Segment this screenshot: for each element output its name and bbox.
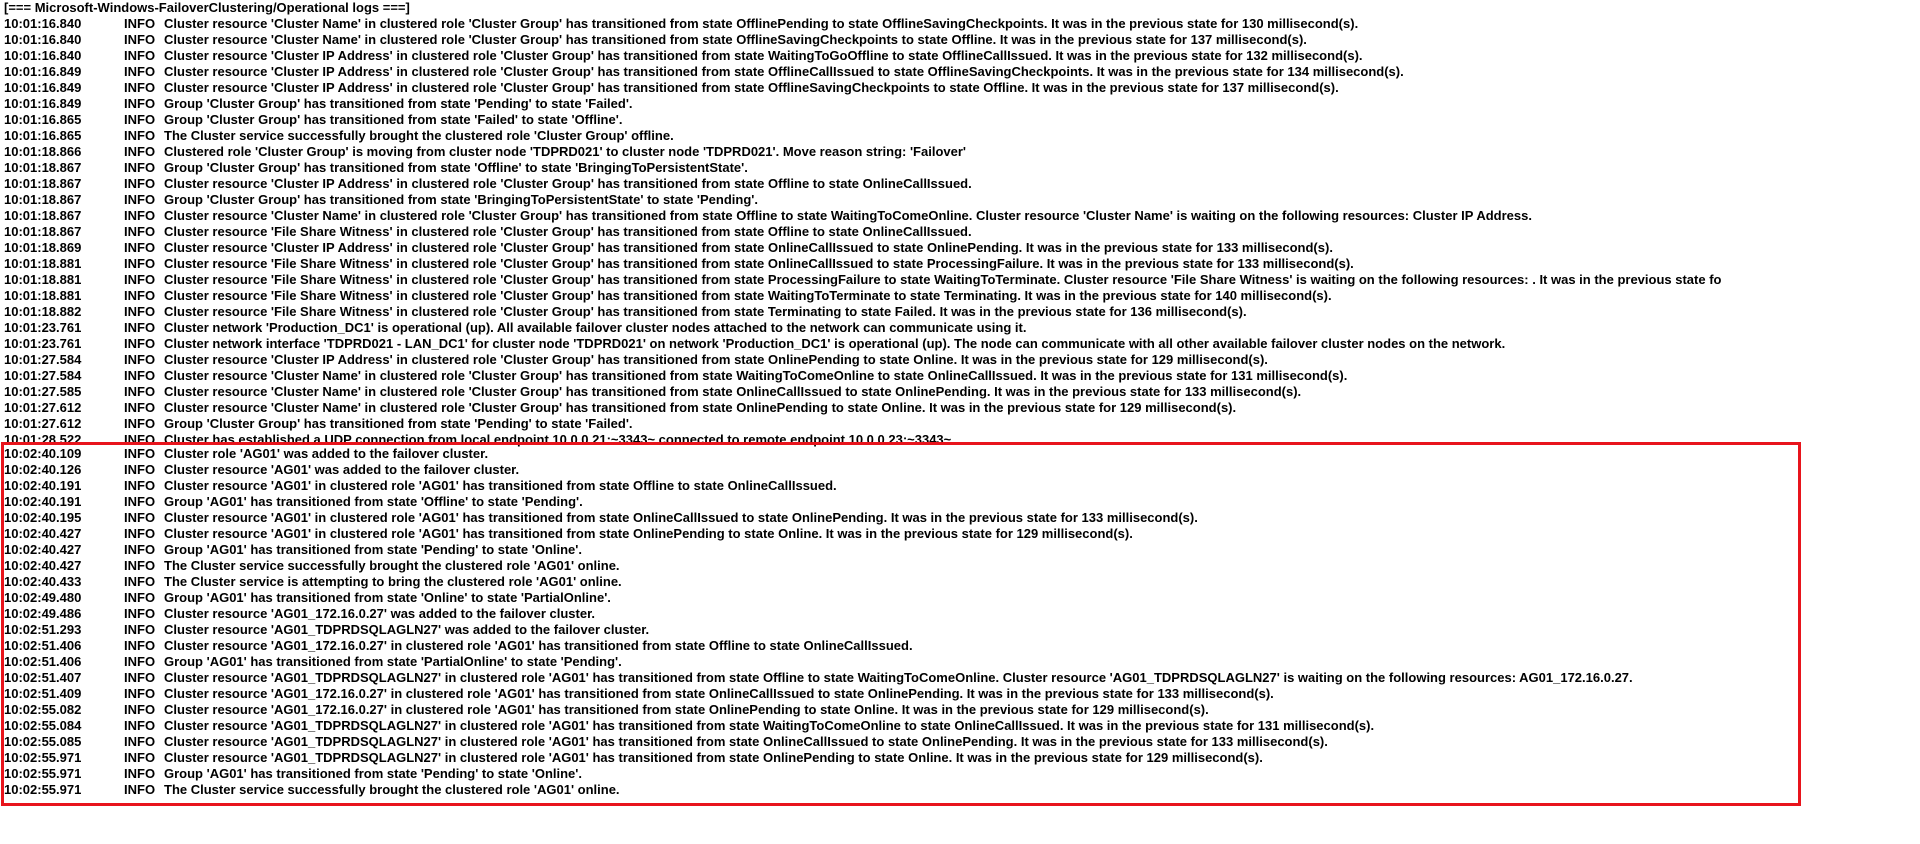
log-level: INFO xyxy=(124,718,156,733)
log-timestamp: 10:02:55.082 xyxy=(4,702,82,717)
log-timestamp: 10:01:16.840 xyxy=(4,16,82,31)
log-level: INFO xyxy=(124,128,156,143)
log-line xyxy=(4,224,1896,240)
upper-log-block xyxy=(4,16,1896,458)
log-line xyxy=(4,64,1896,80)
log-level: INFO xyxy=(124,64,156,79)
log-level: INFO xyxy=(124,160,156,175)
log-message: Group 'AG01' has transitioned from state 'Offline' to state 'Pending'. xyxy=(164,494,583,509)
log-level: INFO xyxy=(124,240,156,255)
log-level: INFO xyxy=(124,16,156,31)
log-line xyxy=(4,590,1633,606)
log-level: INFO xyxy=(124,542,156,557)
log-timestamp: 10:02:51.409 xyxy=(4,686,82,701)
log-message: Cluster network interface 'TDPRD021 - LAN_DC1' for cluster node 'TDPRD021' on network 'Production_DC1' is operational (up). The node can communicate with all other available failover cluster nodes on the network. xyxy=(164,336,1506,351)
log-message: Cluster resource 'Cluster Name' in clustered role 'Cluster Group' has transitioned from state OnlinePending to state Online. It was in the previous state for 129 millisecond(s). xyxy=(164,400,1237,415)
log-level: INFO xyxy=(124,478,156,493)
log-line xyxy=(4,494,1633,510)
log-timestamp: 10:02:51.406 xyxy=(4,638,82,653)
log-line xyxy=(4,128,1896,144)
log-level: INFO xyxy=(124,256,156,271)
log-timestamp: 10:01:16.849 xyxy=(4,96,82,111)
log-message: Cluster resource 'AG01_172.16.0.27' in clustered role 'AG01' has transitioned from state OnlineCallIssued to state OnlinePending. It was in the previous state for 133 millisecond(s). xyxy=(164,686,1274,701)
log-line xyxy=(4,288,1896,304)
log-timestamp: 10:01:18.867 xyxy=(4,208,82,223)
log-message: Cluster resource 'AG01_TDPRDSQLAGLN27' in clustered role 'AG01' has transitioned from state OnlinePending to state Online. It was in the previous state for 129 millisecond(s). xyxy=(164,750,1263,765)
log-level: INFO xyxy=(124,606,156,621)
log-line xyxy=(4,670,1633,686)
log-timestamp: 10:02:40.427 xyxy=(4,526,82,541)
log-message: Cluster resource 'AG01_TDPRDSQLAGLN27' in clustered role 'AG01' has transitioned from state Offline to state WaitingToComeOnline. Cluster resource 'AG01_TDPRDSQLAGLN27' is waiting on the following resources: AG01_172.16.0.27. xyxy=(164,670,1633,685)
log-message: Cluster resource 'Cluster IP Address' in clustered role 'Cluster Group' has transitioned from state OnlinePending to state Online. It was in the previous state for 129 millisecond(s). xyxy=(164,352,1268,367)
log-level: INFO xyxy=(124,670,156,685)
log-line xyxy=(4,96,1896,112)
log-message: The Cluster service is attempting to bring the clustered role 'AG01' online. xyxy=(164,574,622,589)
log-timestamp: 10:02:55.971 xyxy=(4,782,82,797)
log-level: INFO xyxy=(124,686,156,701)
log-line xyxy=(4,686,1633,702)
log-message: Cluster role 'AG01' was added to the failover cluster. xyxy=(164,446,489,461)
log-line xyxy=(4,750,1633,766)
log-timestamp: 10:02:55.971 xyxy=(4,750,82,765)
log-message: Group 'Cluster Group' has transitioned from state 'BringingToPersistentState' to state 'Pending'. xyxy=(164,192,758,207)
log-message: Cluster resource 'Cluster IP Address' in clustered role 'Cluster Group' has transitioned from state OfflineSavingCheckpoints to state Offline. It was in the previous state for 137 millisecond(s). xyxy=(164,80,1339,95)
log-message: Group 'Cluster Group' has transitioned from state 'Failed' to state 'Offline'. xyxy=(164,112,623,127)
log-message: Cluster resource 'Cluster Name' in clustered role 'Cluster Group' has transitioned from state WaitingToComeOnline to state OnlineCallIssued. It was in the previous state for 131 millisecond(s). xyxy=(164,368,1348,383)
log-message: Group 'Cluster Group' has transitioned from state 'Offline' to state 'BringingToPersistentState'. xyxy=(164,160,748,175)
log-level: INFO xyxy=(124,32,156,47)
log-level: INFO xyxy=(124,446,156,461)
log-line xyxy=(4,160,1896,176)
log-message: Cluster resource 'Cluster IP Address' in clustered role 'Cluster Group' has transitioned from state Offline to state OnlineCallIssued. xyxy=(164,176,972,191)
log-timestamp: 10:02:40.191 xyxy=(4,478,82,493)
log-level: INFO xyxy=(124,400,156,415)
log-level: INFO xyxy=(124,462,156,477)
log-level: INFO xyxy=(124,144,156,159)
log-message: Cluster resource 'Cluster Name' in clustered role 'Cluster Group' has transitioned from state OfflinePending to state OfflineSavingCheckpoints. It was in the previous state for 130 millisecond(s). xyxy=(164,16,1359,31)
log-level: INFO xyxy=(124,558,156,573)
log-timestamp: 10:01:18.881 xyxy=(4,272,82,287)
log-message: Group 'AG01' has transitioned from state 'PartialOnline' to state 'Pending'. xyxy=(164,654,622,669)
log-level: INFO xyxy=(124,288,156,303)
log-line xyxy=(4,478,1633,494)
log-level: INFO xyxy=(124,494,156,509)
log-timestamp: 10:02:40.427 xyxy=(4,558,82,573)
log-level: INFO xyxy=(124,304,156,319)
log-timestamp: 10:01:27.612 xyxy=(4,400,82,415)
log-line xyxy=(4,192,1896,208)
log-line xyxy=(4,384,1896,400)
log-level: INFO xyxy=(124,702,156,717)
log-level: INFO xyxy=(124,654,156,669)
log-timestamp: 10:02:40.427 xyxy=(4,542,82,557)
log-line xyxy=(4,16,1896,32)
log-line xyxy=(4,542,1633,558)
log-message: Clustered role 'Cluster Group' is moving from cluster node 'TDPRD021' to cluster node 'TDPRD021'. Move reason string: 'Failover' xyxy=(164,144,967,159)
log-level: INFO xyxy=(124,224,156,239)
log-message: Group 'Cluster Group' has transitioned from state 'Pending' to state 'Failed'. xyxy=(164,416,633,431)
log-level: INFO xyxy=(124,96,156,111)
log-level: INFO xyxy=(124,336,156,351)
log-timestamp: 10:01:27.584 xyxy=(4,368,82,383)
log-timestamp: 10:02:51.293 xyxy=(4,622,82,637)
log-level: INFO xyxy=(124,432,156,447)
log-line xyxy=(4,176,1896,192)
log-line xyxy=(4,400,1896,416)
log-level: INFO xyxy=(124,176,156,191)
log-timestamp: 10:02:51.406 xyxy=(4,654,82,669)
log-timestamp: 10:01:18.882 xyxy=(4,304,82,319)
log-title: [=== Microsoft-Windows-FailoverClustering/Operational logs ===] xyxy=(4,0,410,15)
log-line xyxy=(4,112,1896,128)
log-message: Cluster resource 'Cluster Name' in clustered role 'Cluster Group' has transitioned from state Offline to state WaitingToComeOnline. Cluster resource 'Cluster Name' is waiting on the following resources: Cluster IP Address. xyxy=(164,208,1532,223)
log-level: INFO xyxy=(124,782,156,797)
log-timestamp: 10:01:27.584 xyxy=(4,352,82,367)
log-level: INFO xyxy=(124,526,156,541)
log-message: Cluster resource 'AG01' in clustered role 'AG01' has transitioned from state OnlineCallIssued to state OnlinePending. It was in the previous state for 133 millisecond(s). xyxy=(164,510,1198,525)
log-message: Cluster resource 'AG01_TDPRDSQLAGLN27' was added to the failover cluster. xyxy=(164,622,650,637)
log-message: Cluster resource 'AG01_172.16.0.27' in clustered role 'AG01' has transitioned from state OnlinePending to state Online. It was in the previous state for 129 millisecond(s). xyxy=(164,702,1209,717)
log-message: Cluster resource 'Cluster IP Address' in clustered role 'Cluster Group' has transitioned from state WaitingToGoOffline to state OfflineCallIssued. It was in the previous state for 132 millisecond(s). xyxy=(164,48,1363,63)
log-line xyxy=(4,766,1633,782)
log-level: INFO xyxy=(124,638,156,653)
log-message: Cluster resource 'File Share Witness' in clustered role 'Cluster Group' has transitioned from state ProcessingFailure to state WaitingToTerminate. Cluster resource 'File Share Witness' is waiting on the following resources: . It was in the previous state fo xyxy=(164,272,1722,287)
log-timestamp: 10:02:40.109 xyxy=(4,446,82,461)
log-timestamp: 10:01:23.761 xyxy=(4,320,82,335)
log-timestamp: 10:01:16.865 xyxy=(4,128,82,143)
log-timestamp: 10:01:16.849 xyxy=(4,80,82,95)
log-message: Group 'AG01' has transitioned from state 'Pending' to state 'Online'. xyxy=(164,766,582,781)
log-line xyxy=(4,718,1633,734)
log-line xyxy=(4,352,1896,368)
log-level: INFO xyxy=(124,416,156,431)
log-level: INFO xyxy=(124,766,156,781)
log-line xyxy=(4,320,1896,336)
log-message: Cluster resource 'File Share Witness' in clustered role 'Cluster Group' has transitioned from state OnlineCallIssued to state ProcessingFailure. It was in the previous state for 133 millisecond(s). xyxy=(164,256,1354,271)
log-level: INFO xyxy=(124,192,156,207)
log-message: Cluster has established a UDP connection from local endpoint 10.0.0.21:~3343~ connected to remote endpoint 10.0.0.23:~3343~ xyxy=(164,432,952,447)
log-line xyxy=(4,574,1633,590)
log-line xyxy=(4,782,1633,798)
log-level: INFO xyxy=(124,352,156,367)
log-timestamp: 10:01:16.849 xyxy=(4,64,82,79)
log-content xyxy=(4,0,1896,797)
log-line xyxy=(4,462,1633,478)
log-timestamp: 10:01:27.612 xyxy=(4,416,82,431)
log-level: INFO xyxy=(124,734,156,749)
log-line xyxy=(4,48,1896,64)
log-timestamp: 10:01:18.867 xyxy=(4,192,82,207)
log-level: INFO xyxy=(124,320,156,335)
log-line xyxy=(4,336,1896,352)
log-level: INFO xyxy=(124,112,156,127)
log-timestamp: 10:02:40.433 xyxy=(4,574,82,589)
log-message: The Cluster service successfully brought the clustered role 'AG01' online. xyxy=(164,558,620,573)
log-level: INFO xyxy=(124,384,156,399)
log-line xyxy=(4,638,1633,654)
log-message: The Cluster service successfully brought the clustered role 'AG01' online. xyxy=(164,782,620,797)
log-timestamp: 10:01:18.867 xyxy=(4,224,82,239)
log-message: Cluster resource 'File Share Witness' in clustered role 'Cluster Group' has transitioned from state Terminating to state Failed. It was in the previous state for 136 millisecond(s). xyxy=(164,304,1247,319)
log-level: INFO xyxy=(124,272,156,287)
log-line xyxy=(4,510,1633,526)
log-timestamp: 10:02:40.191 xyxy=(4,494,82,509)
log-timestamp: 10:01:18.869 xyxy=(4,240,82,255)
log-message: Cluster resource 'AG01' in clustered role 'AG01' has transitioned from state Offline to state OnlineCallIssued. xyxy=(164,478,837,493)
log-line xyxy=(4,240,1896,256)
log-level: INFO xyxy=(124,510,156,525)
log-line xyxy=(4,606,1633,622)
log-timestamp: 10:01:27.585 xyxy=(4,384,82,399)
log-timestamp: 10:01:28.522 xyxy=(4,432,82,447)
log-level: INFO xyxy=(124,208,156,223)
log-message: Cluster resource 'Cluster IP Address' in clustered role 'Cluster Group' has transitioned from state OfflineCallIssued to state OfflineSavingCheckpoints. It was in the previous state for 134 millisecond(s). xyxy=(164,64,1404,79)
log-timestamp: 10:01:18.881 xyxy=(4,256,82,271)
log-message: Cluster resource 'AG01_172.16.0.27' in clustered role 'AG01' has transitioned from state Offline to state OnlineCallIssued. xyxy=(164,638,913,653)
log-timestamp: 10:02:40.195 xyxy=(4,510,82,525)
log-message: Cluster resource 'File Share Witness' in clustered role 'Cluster Group' has transitioned from state Offline to state OnlineCallIssued. xyxy=(164,224,972,239)
log-message: Cluster resource 'AG01' in clustered role 'AG01' has transitioned from state OnlinePending to state Online. It was in the previous state for 129 millisecond(s). xyxy=(164,526,1133,541)
log-timestamp: 10:02:51.407 xyxy=(4,670,82,685)
log-line xyxy=(4,622,1633,638)
log-line xyxy=(4,256,1896,272)
highlighted-log-block xyxy=(4,446,1633,798)
log-timestamp: 10:02:55.971 xyxy=(4,766,82,781)
log-message: Cluster resource 'File Share Witness' in clustered role 'Cluster Group' has transitioned from state WaitingToTerminate to state Terminating. It was in the previous state for 140 millisecond(s). xyxy=(164,288,1332,303)
log-message: Cluster resource 'Cluster Name' in clustered role 'Cluster Group' has transitioned from state OnlineCallIssued to state OnlinePending. It was in the previous state for 133 millisecond(s). xyxy=(164,384,1302,399)
log-level: INFO xyxy=(124,48,156,63)
log-line xyxy=(4,734,1633,750)
log-line xyxy=(4,526,1633,542)
log-line xyxy=(4,654,1633,670)
log-line xyxy=(4,446,1633,462)
log-message: Cluster resource 'AG01_TDPRDSQLAGLN27' in clustered role 'AG01' has transitioned from state WaitingToComeOnline to state OnlineCallIssued. It was in the previous state for 131 millisecond(s). xyxy=(164,718,1375,733)
log-level: INFO xyxy=(124,622,156,637)
log-line xyxy=(4,558,1633,574)
log-message: Group 'AG01' has transitioned from state 'Online' to state 'PartialOnline'. xyxy=(164,590,611,605)
log-level: INFO xyxy=(124,368,156,383)
log-message: Group 'AG01' has transitioned from state 'Pending' to state 'Online'. xyxy=(164,542,582,557)
log-timestamp: 10:01:18.866 xyxy=(4,144,82,159)
log-line xyxy=(4,702,1633,718)
log-message: Cluster network 'Production_DC1' is operational (up). All available failover cluster nodes attached to the network can communicate using it. xyxy=(164,320,1027,335)
log-timestamp: 10:02:55.084 xyxy=(4,718,82,733)
log-line xyxy=(4,208,1896,224)
log-message: Cluster resource 'AG01_TDPRDSQLAGLN27' in clustered role 'AG01' has transitioned from state OnlineCallIssued to state OnlinePending. It was in the previous state for 133 millisecond(s). xyxy=(164,734,1328,749)
log-timestamp: 10:01:18.867 xyxy=(4,176,82,191)
log-level: INFO xyxy=(124,590,156,605)
log-line xyxy=(4,272,1896,288)
log-level: INFO xyxy=(124,574,156,589)
log-line xyxy=(4,80,1896,96)
log-message: Cluster resource 'Cluster Name' in clustered role 'Cluster Group' has transitioned from state OfflineSavingCheckpoints to state Offline. It was in the previous state for 137 millisecond(s). xyxy=(164,32,1307,47)
log-timestamp: 10:01:23.761 xyxy=(4,336,82,351)
log-timestamp: 10:01:16.840 xyxy=(4,48,82,63)
log-message: Group 'Cluster Group' has transitioned from state 'Pending' to state 'Failed'. xyxy=(164,96,633,111)
log-message: Cluster resource 'AG01_172.16.0.27' was added to the failover cluster. xyxy=(164,606,596,621)
log-timestamp: 10:02:55.085 xyxy=(4,734,82,749)
log-line xyxy=(4,368,1896,384)
log-timestamp: 10:01:16.865 xyxy=(4,112,82,127)
log-level: INFO xyxy=(124,750,156,765)
log-level: INFO xyxy=(124,80,156,95)
log-message: Cluster resource 'AG01' was added to the failover cluster. xyxy=(164,462,520,477)
log-line xyxy=(4,144,1896,160)
log-message: The Cluster service successfully brought the clustered role 'Cluster Group' offline. xyxy=(164,128,674,143)
log-timestamp: 10:01:18.881 xyxy=(4,288,82,303)
log-timestamp: 10:02:49.480 xyxy=(4,590,82,605)
log-line xyxy=(4,304,1896,320)
log-line xyxy=(4,416,1896,432)
log-timestamp: 10:01:16.840 xyxy=(4,32,82,47)
log-timestamp: 10:02:49.486 xyxy=(4,606,82,621)
log-timestamp: 10:02:40.126 xyxy=(4,462,82,477)
log-message: Cluster resource 'Cluster IP Address' in clustered role 'Cluster Group' has transitioned from state OnlineCallIssued to state OnlinePending. It was in the previous state for 133 millisecond(s). xyxy=(164,240,1333,255)
log-timestamp: 10:01:18.867 xyxy=(4,160,82,175)
log-line xyxy=(4,32,1896,48)
